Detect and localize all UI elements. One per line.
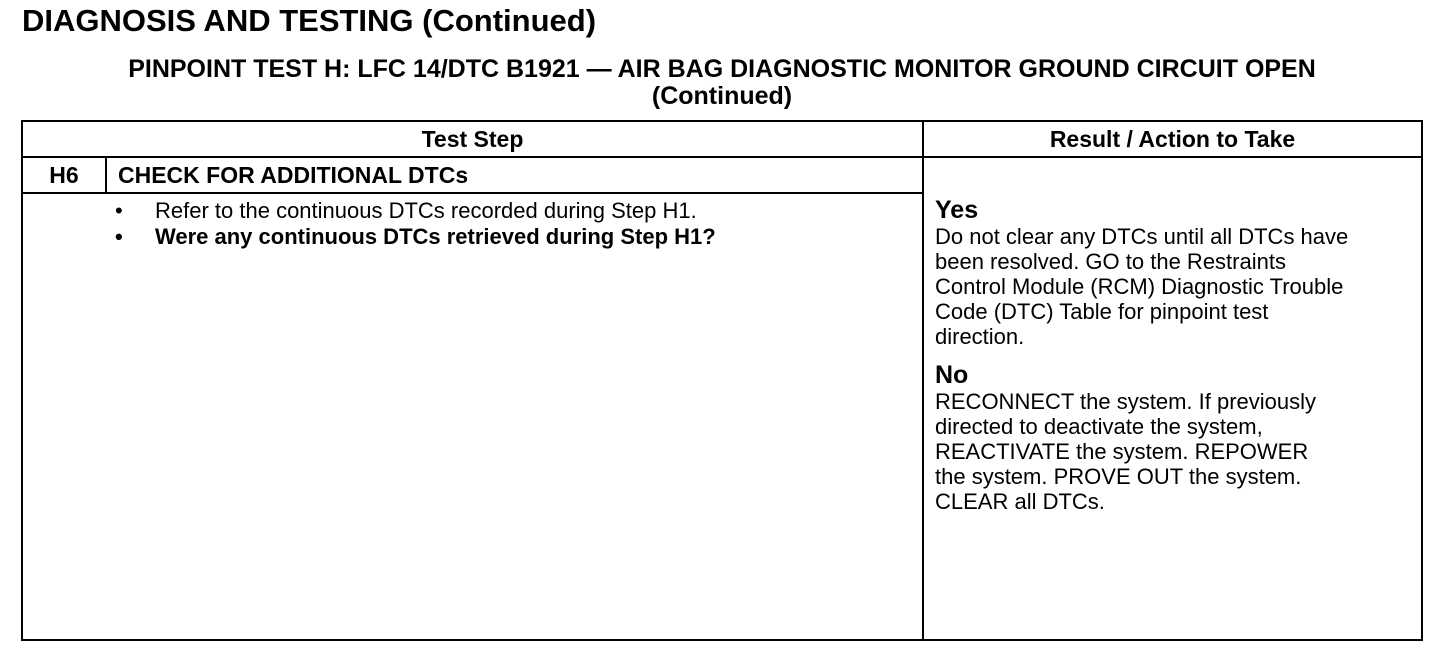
instruction-item xyxy=(115,198,716,224)
pinpoint-test-title xyxy=(22,56,1422,110)
no-action-line: directed to deactivate the system, xyxy=(935,414,1263,439)
step-id: H6 xyxy=(49,162,79,188)
yes-action-line: Control Module (RCM) Diagnostic Trouble xyxy=(935,274,1344,299)
step-row-divider xyxy=(23,192,922,194)
no-action-text xyxy=(935,389,1423,514)
yes-action-line: Code (DTC) Table for pinpoint test xyxy=(935,299,1269,324)
column-divider xyxy=(922,122,924,639)
yes-action-line: Do not clear any DTCs until all DTCs have xyxy=(935,224,1349,249)
yes-label: Yes xyxy=(935,196,979,224)
step-title: CHECK FOR ADDITIONAL DTCs xyxy=(118,162,469,188)
header-result-action: Result / Action to Take xyxy=(1049,126,1296,152)
page-heading: DIAGNOSIS AND TESTING (Continued) xyxy=(22,3,597,38)
pinpoint-test-title-line: PINPOINT TEST H: LFC 14/DTC B1921 — AIR BAG DIAGNOSTIC MONITOR GROUND CIRCUIT OPEN xyxy=(128,55,1316,83)
pinpoint-test-title-continued: (Continued) xyxy=(651,82,793,110)
bullet-icon: • xyxy=(115,198,123,223)
step-id-divider xyxy=(105,158,107,192)
instruction-text: Refer to the continuous DTCs recorded during Step H1. xyxy=(155,198,697,223)
yes-action-line: direction. xyxy=(935,324,1025,349)
instruction-question xyxy=(115,224,716,250)
header-test-step: Test Step xyxy=(421,126,524,152)
pinpoint-test-table xyxy=(21,120,1423,641)
no-label: No xyxy=(935,361,969,389)
yes-action-line: been resolved. GO to the Restraints xyxy=(935,249,1286,274)
no-action-line: REACTIVATE the system. REPOWER xyxy=(935,439,1309,464)
bullet-icon: • xyxy=(115,224,123,249)
no-action-line: CLEAR all DTCs. xyxy=(935,489,1105,514)
no-action-line: RECONNECT the system. If previously xyxy=(935,389,1317,414)
question-text: Were any continuous DTCs retrieved during Step H1? xyxy=(155,224,716,249)
step-instructions xyxy=(115,198,716,250)
yes-action-text xyxy=(935,224,1423,349)
result-actions xyxy=(935,196,1423,526)
no-action-line: the system. PROVE OUT the system. xyxy=(935,464,1302,489)
